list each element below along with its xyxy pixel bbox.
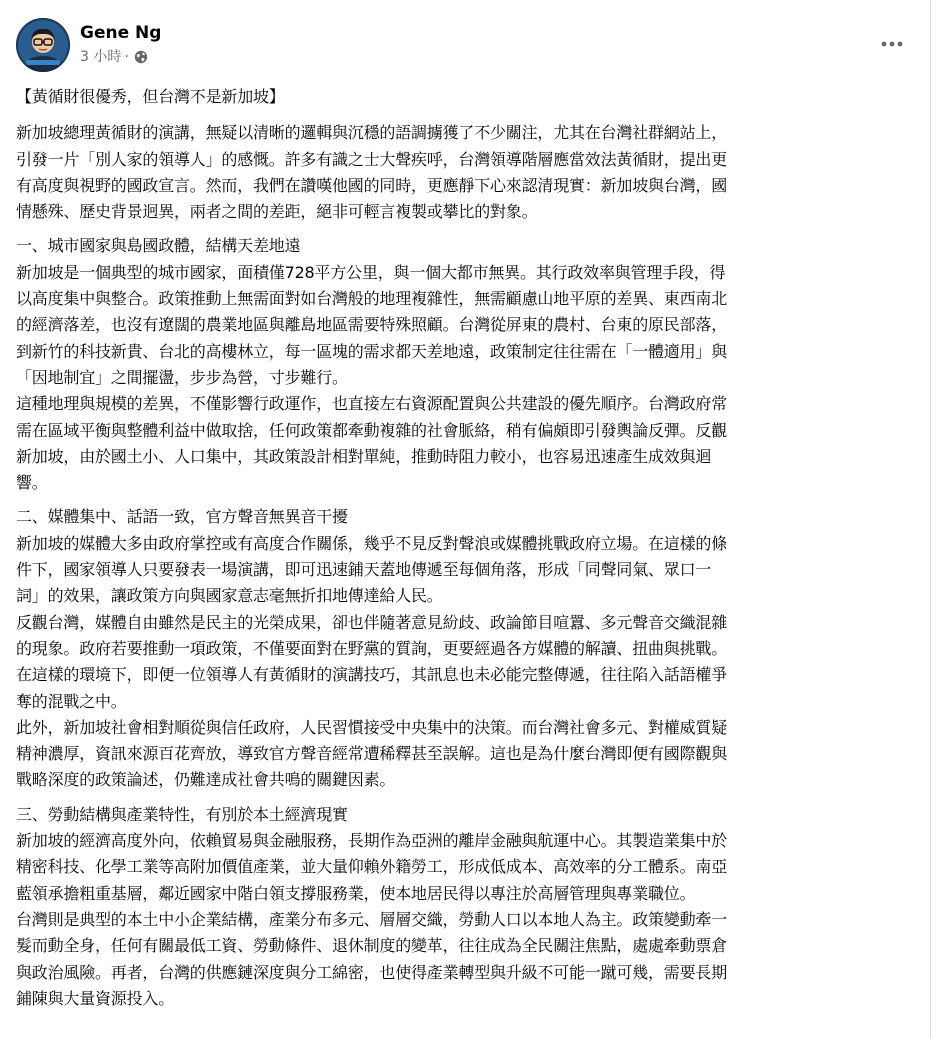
paragraph-line: 精密科技、化學工業等高附加價值產業，並大量仰賴外籍勞工，形成低成本、高效率的分工體系。南亞 — [16, 857, 728, 877]
paragraph-line: 的現象。政府若要推動一項政策，不僅要面對在野黨的質詢，更要經過各方媒體的解讀、扭曲與挑戰。 — [16, 638, 728, 658]
post-paragraph — [16, 802, 918, 1012]
paragraph-line: 情懸殊、歷史背景迥異，兩者之間的差距，絕非可輕言複製或攀比的對象。 — [16, 202, 538, 222]
author-name[interactable]: Gene Ng — [80, 23, 162, 43]
paragraph-line: 新加坡是一個典型的城市國家，面積僅728平方公里，與一個大都市無異。其行政效率與管理手段，得 — [16, 262, 726, 282]
title-line: 【黃循財很優秀，但台灣不是新加坡】 — [16, 87, 285, 106]
paragraph-line: 新加坡的經濟高度外向，依賴貿易與金融服務，長期作為亞洲的離岸金融與航運中心。其製造業集中於 — [16, 831, 728, 851]
paragraph-line: 的經濟落差，也沒有遼闊的農業地區與離島地區需要特殊照顧。台灣從屏東的農村、台東的原民部落， — [16, 315, 728, 335]
paragraph-line: 詞」的效果，讓政策方向與國家意志毫無折扣地傳達給人民。 — [16, 586, 443, 606]
paragraph-line: 此外，新加坡社會相對順從與信任政府，人民習慣接受中央集中的決策。而台灣社會多元、對權威質疑 — [16, 717, 728, 737]
post-meta — [80, 48, 148, 66]
paragraph-line: 戰略深度的政策論述，仍難達成社會共鳴的關鍵因素。 — [16, 770, 396, 790]
paragraph-line: 到新竹的科技新貴、台北的高樓林立，每一區塊的需求都天差地遠，政策制定往往需在「一體適用」與 — [16, 341, 728, 361]
paragraph-line: 這種地理與規模的差異，不僅影響行政運作，也直接左右資源配置與公共建設的優先順序。台灣政府常 — [16, 394, 728, 414]
paragraph-line: 新加坡的媒體大多由政府掌控或有高度合作關係，幾乎不見反對聲浪或媒體挑戰政府立場。在這樣的條 — [16, 533, 728, 553]
avatar-illustration-icon — [16, 18, 70, 72]
post-title — [16, 84, 918, 110]
post-header — [16, 18, 914, 74]
author-avatar[interactable] — [16, 18, 70, 72]
paragraph-line: 藍領承擔粗重基層，鄰近國家中階白領支撐服務業，使本地居民得以專注於高層管理與專業職位。 — [16, 883, 696, 903]
post-paragraph — [16, 120, 918, 225]
paragraph-line: 鋪陳與大量資源投入。 — [16, 988, 175, 1008]
more-options-icon[interactable] — [878, 34, 906, 54]
paragraph-line: 台灣則是典型的本土中小企業結構，產業分布多元、層層交織，勞動人口以本地人為主。政策變動牽一 — [16, 909, 728, 929]
paragraph-line: 引發一片「別人家的領導人」的感慨。許多有識之士大聲疾呼，台灣領導階層應當效法黃循財，提出更 — [16, 149, 728, 169]
paragraph-line: 反觀台灣，媒體自由雖然是民主的光榮成果，卻也伴隨著意見紛歧、政論節目喧囂、多元聲音交織混雜 — [16, 612, 728, 632]
post-body — [16, 84, 918, 1020]
paragraph-line: 件下，國家領導人只要發表一場演講，即可迅速鋪天蓋地傳遞至每個角落，形成「同聲同氣、眾口一 — [16, 560, 712, 580]
paragraph-line: 「因地制宜」之間擺盪，步步為營，寸步難行。 — [16, 367, 348, 387]
paragraph-line: 髮而動全身，任何有關最低工資、勞動條件、退休制度的變革，往往成為全民關注焦點，處處牽動票倉 — [16, 936, 728, 956]
paragraph-line: 在這樣的環境下，即便一位領導人有黃循財的演講技巧，其訊息也未必能完整傳遞，往往陷入話語權爭 — [16, 665, 728, 685]
post-paragraph — [16, 504, 918, 793]
paragraph-line: 精神濃厚，資訊來源百花齊放，導致官方聲音經常遭稀釋甚至誤解。這也是為什麼台灣即便有國際觀與 — [16, 744, 728, 764]
meta-separator: · — [124, 49, 129, 65]
paragraph-line: 三、勞動結構與產業特性，有別於本土經濟現實 — [16, 804, 348, 824]
paragraph-line: 響。 — [16, 473, 48, 493]
paragraph-line: 有高度與視野的國政宣言。然而，我們在讚嘆他國的同時，更應靜下心來認清現實：新加坡與台灣，國 — [16, 175, 728, 195]
paragraph-line: 需在區域平衡與整體利益中做取捨，任何政策都牽動複雜的社會脈絡，稍有偏頗即引發輿論反彈。反觀 — [16, 420, 728, 440]
paragraph-line: 新加坡，由於國土小、人口集中，其政策設計相對單純，推動時阻力較小，也容易迅速產生成效與迴 — [16, 446, 712, 466]
paragraph-line: 二、媒體集中、話語一致，官方聲音無異音干擾 — [16, 507, 348, 527]
paragraph-line: 一、城市國家與島國政體，結構天差地遠 — [16, 236, 301, 256]
post-paragraphs — [16, 120, 918, 1012]
post-time[interactable]: 3 小時 — [80, 49, 122, 65]
paragraph-line: 奪的混戰之中。 — [16, 691, 127, 711]
post-paragraph — [16, 233, 918, 496]
paragraph-line: 與政治風險。再者，台灣的供應鏈深度與分工綿密，也使得產業轉型與升級不可能一蹴可幾，需要長期 — [16, 962, 728, 982]
paragraph-line: 新加坡總理黃循財的演講，無疑以清晰的邏輯與沉穩的語調擄獲了不少關注，尤其在台灣社群網站上， — [16, 123, 728, 143]
paragraph-line: 以高度集中與整合。政策推動上無需面對如台灣般的地理複雜性，無需顧慮山地平原的差異、東西南北 — [16, 289, 728, 309]
globe-icon[interactable] — [134, 50, 148, 64]
